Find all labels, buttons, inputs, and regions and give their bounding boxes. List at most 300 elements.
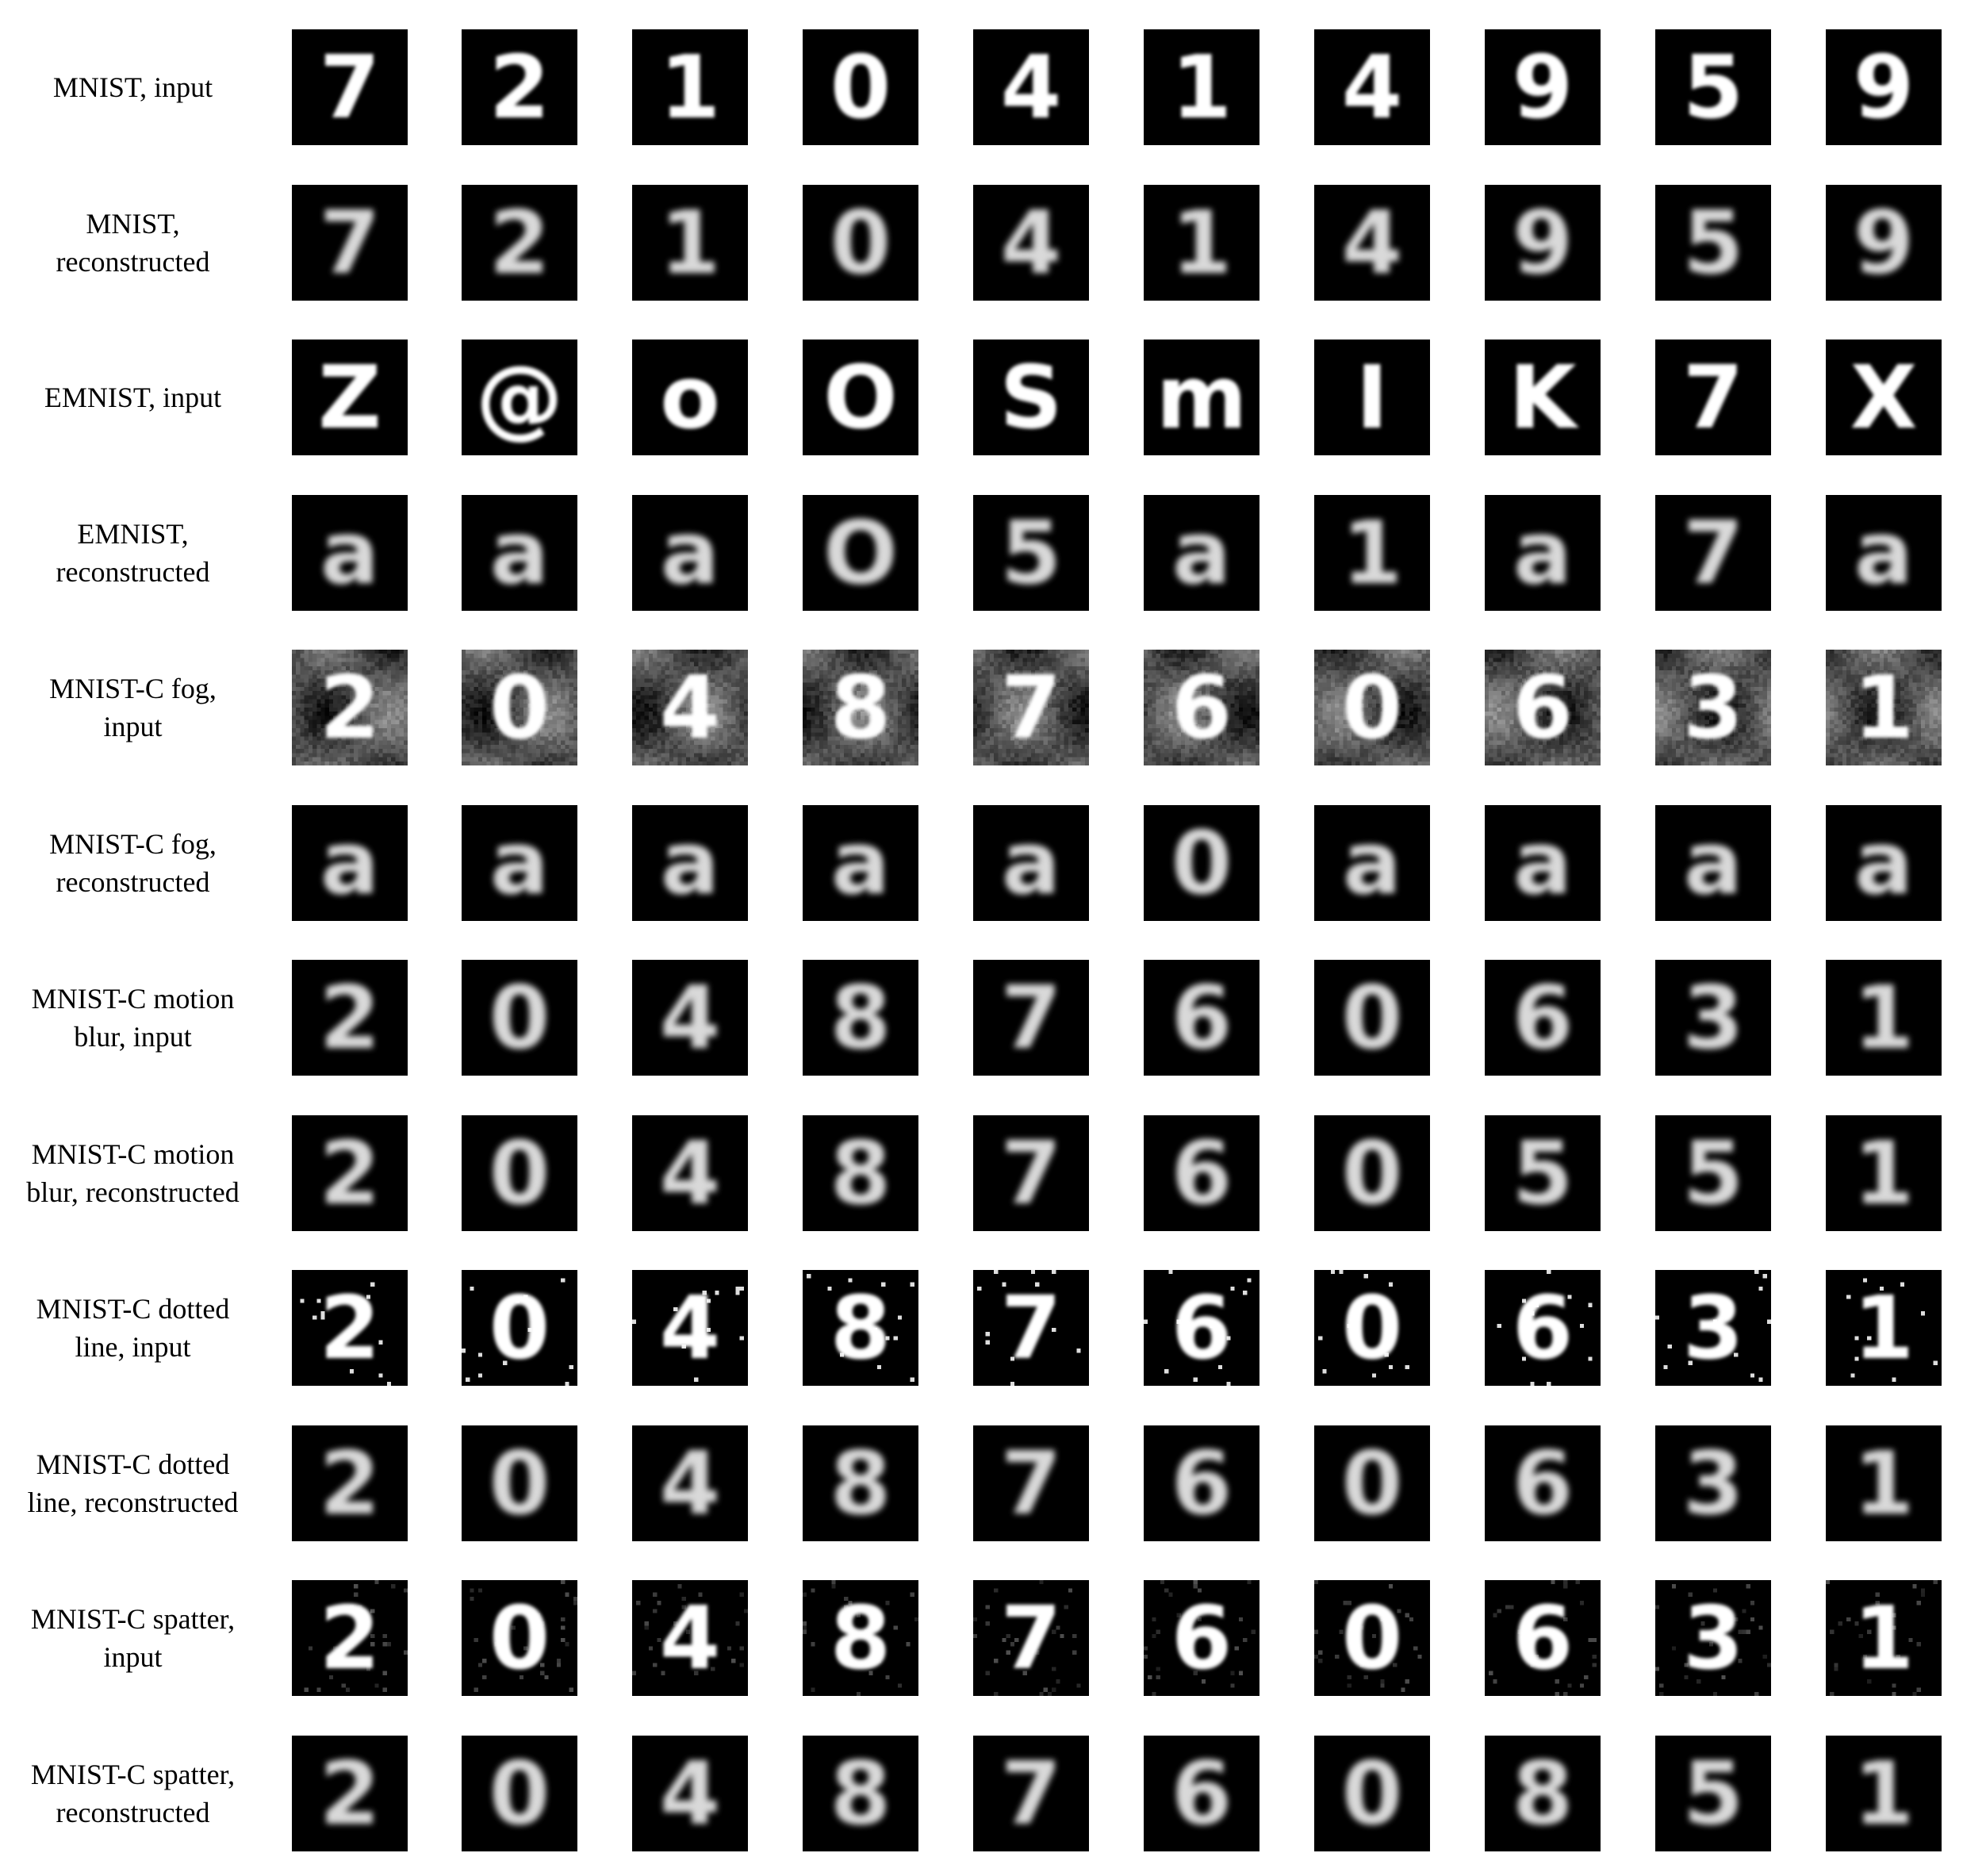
tile-background — [1826, 1115, 1942, 1231]
digit-glyph: 0 — [489, 1433, 550, 1534]
digit-glyph: 4 — [1000, 36, 1062, 138]
digit-glyph: 6 — [1171, 1433, 1233, 1534]
digit-image-tile — [1314, 1270, 1430, 1386]
tile-background — [462, 495, 577, 611]
digit-glyph: 3 — [1682, 1433, 1744, 1534]
digit-glyph: 7 — [1000, 1277, 1062, 1379]
digit-image-tile — [632, 340, 748, 455]
digit-image-tile — [462, 805, 577, 921]
digit-glyph: 0 — [489, 1277, 550, 1379]
digit-image-tile — [292, 495, 408, 611]
digit-glyph: 2 — [319, 967, 381, 1068]
row-label — [0, 669, 266, 746]
digit-image-tile — [1314, 29, 1430, 145]
digit-image-tile — [973, 1580, 1089, 1696]
digit-image-tile — [462, 1425, 577, 1541]
digit-glyph: a — [320, 502, 380, 604]
digit-image-tile — [1655, 1425, 1771, 1541]
digit-image-tile — [462, 1270, 577, 1386]
tile-background — [1655, 1425, 1771, 1541]
digit-image-tile — [292, 1580, 408, 1696]
row-label-line: MNIST-C motion — [31, 983, 235, 1015]
tile-background — [973, 340, 1089, 455]
digit-glyph: 0 — [1341, 967, 1403, 1068]
tile-background — [632, 495, 748, 611]
tile-background — [1314, 29, 1430, 145]
row-label — [0, 1290, 266, 1366]
digit-image-tile — [1144, 1270, 1259, 1386]
tile-background — [632, 650, 748, 765]
digit-image-tile — [632, 1425, 748, 1541]
row-label-line: MNIST-C fog, — [49, 673, 217, 704]
digit-glyph: 0 — [489, 657, 550, 758]
tile-background — [1144, 340, 1259, 455]
digit-image-tile — [462, 1736, 577, 1851]
digit-glyph: 0 — [830, 36, 891, 138]
digit-glyph: 7 — [319, 192, 381, 293]
tile-background — [973, 1270, 1089, 1386]
digit-image-tile — [292, 1270, 408, 1386]
tile-background — [973, 805, 1089, 921]
digit-glyph: 9 — [1512, 192, 1574, 293]
tile-background — [1485, 1580, 1601, 1696]
digit-glyph: 6 — [1512, 967, 1574, 1068]
digit-glyph: 0 — [1341, 1743, 1403, 1844]
tile-background — [632, 1270, 748, 1386]
digit-image-tile — [1826, 805, 1942, 921]
tile-background — [1314, 1580, 1430, 1696]
digit-glyph: 4 — [1341, 192, 1403, 293]
digit-image-tile — [1485, 1580, 1601, 1696]
digit-glyph: 4 — [659, 1433, 721, 1534]
digit-image-tile — [1826, 340, 1942, 455]
tile-background — [1485, 1270, 1601, 1386]
digit-image-tile — [1655, 1115, 1771, 1231]
digit-image-tile — [973, 340, 1089, 455]
tile-background — [1655, 805, 1771, 921]
digit-image-tile — [292, 805, 408, 921]
tile-background — [632, 1580, 748, 1696]
row-label-line: input — [103, 711, 163, 742]
digit-glyph: 7 — [1000, 1743, 1062, 1844]
digit-glyph: 6 — [1512, 1433, 1574, 1534]
tile-background — [462, 650, 577, 765]
digit-glyph: 6 — [1171, 1743, 1233, 1844]
digit-image-tile — [462, 650, 577, 765]
digit-glyph: 2 — [319, 1433, 381, 1534]
digit-glyph: 2 — [319, 1277, 381, 1379]
digit-image-tile — [632, 650, 748, 765]
digit-image-tile — [1826, 1736, 1942, 1851]
tile-background — [1144, 1115, 1259, 1231]
digit-glyph: 7 — [1000, 967, 1062, 1068]
tile-background — [462, 960, 577, 1076]
row-label-line: line, input — [75, 1331, 191, 1363]
digit-glyph: 6 — [1512, 1587, 1574, 1689]
tile-background — [1826, 1580, 1942, 1696]
digit-glyph: 5 — [1682, 192, 1744, 293]
digit-image-tile — [1314, 1736, 1430, 1851]
tile-background — [1144, 650, 1259, 765]
tile-background — [1655, 340, 1771, 455]
digit-glyph: 3 — [1682, 657, 1744, 758]
digit-glyph: Z — [318, 347, 381, 448]
tile-background — [1314, 805, 1430, 921]
digit-glyph: 7 — [1000, 1587, 1062, 1689]
digit-glyph: 1 — [1853, 657, 1915, 758]
digit-image-tile — [803, 960, 918, 1076]
digit-glyph: 2 — [489, 36, 550, 138]
digit-glyph: 2 — [319, 657, 381, 758]
digit-image-tile — [803, 495, 918, 611]
tile-background — [1826, 185, 1942, 301]
digit-image-tile — [632, 495, 748, 611]
digit-glyph: 2 — [319, 1743, 381, 1844]
digit-image-tile — [1485, 1736, 1601, 1851]
row-label-line: MNIST, — [86, 208, 180, 240]
digit-image-tile — [1655, 1736, 1771, 1851]
digit-glyph: 0 — [1341, 1587, 1403, 1689]
tile-background — [292, 960, 408, 1076]
tile-background — [1485, 1115, 1601, 1231]
digit-image-tile — [1826, 960, 1942, 1076]
digit-glyph: a — [1171, 502, 1232, 604]
digit-glyph: 6 — [1171, 657, 1233, 758]
digit-image-tile — [1144, 960, 1259, 1076]
digit-glyph: 8 — [830, 967, 891, 1068]
digit-glyph: 1 — [1853, 1277, 1915, 1379]
tile-background — [1144, 495, 1259, 611]
digit-image-tile — [632, 960, 748, 1076]
digit-glyph: 7 — [1000, 657, 1062, 758]
tile-background — [1826, 1270, 1942, 1386]
digit-image-tile — [1485, 185, 1601, 301]
tile-background — [973, 29, 1089, 145]
digit-glyph: 2 — [319, 1122, 381, 1224]
digit-glyph: 0 — [1341, 1122, 1403, 1224]
tile-background — [462, 340, 577, 455]
tile-background — [292, 495, 408, 611]
row-label-line: MNIST-C dotted — [36, 1448, 230, 1480]
row-label-line: line, reconstructed — [27, 1487, 239, 1518]
tile-background — [1655, 495, 1771, 611]
digit-image-tile — [462, 1580, 577, 1696]
tile-background — [1826, 1425, 1942, 1541]
row-label-line: reconstructed — [56, 866, 210, 898]
row-label — [0, 1445, 266, 1521]
tile-background — [803, 1115, 918, 1231]
digit-image-tile — [1314, 185, 1430, 301]
tile-background — [1144, 1270, 1259, 1386]
tile-background — [292, 650, 408, 765]
digit-glyph: 0 — [1341, 1433, 1403, 1534]
tile-background — [1655, 1736, 1771, 1851]
digit-glyph: 0 — [1341, 1277, 1403, 1379]
digit-image-tile — [1826, 1270, 1942, 1386]
digit-image-tile — [973, 185, 1089, 301]
digit-image-tile — [1655, 960, 1771, 1076]
tile-background — [462, 185, 577, 301]
tile-background — [973, 1580, 1089, 1696]
digit-image-tile — [1826, 29, 1942, 145]
digit-image-tile — [632, 185, 748, 301]
digit-image-tile — [632, 1580, 748, 1696]
tile-background — [1144, 960, 1259, 1076]
tile-background — [1655, 185, 1771, 301]
tile-background — [1655, 1580, 1771, 1696]
digit-image-tile — [1144, 495, 1259, 611]
digit-glyph: 1 — [659, 192, 721, 293]
tile-background — [1314, 1270, 1430, 1386]
tile-background — [1826, 340, 1942, 455]
digit-glyph: 7 — [1682, 347, 1744, 448]
digit-image-tile — [632, 1115, 748, 1231]
digit-image-tile — [1485, 1115, 1601, 1231]
tile-background — [292, 1270, 408, 1386]
digit-image-tile — [1485, 495, 1601, 611]
tile-background — [973, 1736, 1089, 1851]
digit-image-tile — [1826, 185, 1942, 301]
digit-image-tile — [1144, 1115, 1259, 1231]
tile-background — [632, 29, 748, 145]
digit-image-tile — [1314, 340, 1430, 455]
digit-image-tile — [1485, 805, 1601, 921]
digit-glyph: 8 — [830, 657, 891, 758]
digit-glyph: 0 — [1171, 812, 1233, 914]
digit-glyph: 2 — [319, 1587, 381, 1689]
digit-image-tile — [1144, 1425, 1259, 1541]
digit-image-tile — [1314, 495, 1430, 611]
digit-glyph: O — [823, 502, 898, 604]
digit-glyph: 1 — [1171, 192, 1233, 293]
digit-glyph: 0 — [489, 1122, 550, 1224]
row-label-line: reconstructed — [56, 1797, 210, 1828]
digit-image-tile — [632, 29, 748, 145]
digit-glyph: 4 — [659, 1587, 721, 1689]
row-label — [0, 205, 266, 281]
tile-background — [1655, 29, 1771, 145]
tile-background — [973, 495, 1089, 611]
digit-glyph: 9 — [1853, 36, 1915, 138]
tile-background — [1314, 650, 1430, 765]
digit-image-tile — [1485, 1270, 1601, 1386]
digit-image-tile — [462, 960, 577, 1076]
tile-background — [1485, 495, 1601, 611]
digit-glyph: a — [660, 812, 720, 914]
tile-background — [1314, 340, 1430, 455]
digit-glyph: 7 — [319, 36, 381, 138]
digit-image-tile — [973, 495, 1089, 611]
digit-glyph: 1 — [1171, 36, 1233, 138]
digit-image-tile — [462, 29, 577, 145]
digit-glyph: 5 — [1682, 36, 1744, 138]
digit-image-tile — [1144, 340, 1259, 455]
tile-background — [1485, 1425, 1601, 1541]
digit-image-tile — [803, 1115, 918, 1231]
digit-image-tile — [1144, 185, 1259, 301]
tile-background — [632, 1736, 748, 1851]
digit-glyph: a — [489, 502, 550, 604]
row-label-line: MNIST-C spatter, — [30, 1759, 236, 1790]
digit-image-tile — [803, 1425, 918, 1541]
tile-background — [973, 650, 1089, 765]
tile-background — [1144, 185, 1259, 301]
tile-background — [632, 805, 748, 921]
digit-glyph: 1 — [1853, 1433, 1915, 1534]
digit-glyph: 1 — [1853, 967, 1915, 1068]
digit-image-tile — [803, 340, 918, 455]
digit-glyph: 4 — [659, 967, 721, 1068]
tile-background — [1485, 185, 1601, 301]
digit-image-tile — [1485, 1425, 1601, 1541]
digit-image-tile — [1655, 29, 1771, 145]
tile-background — [803, 340, 918, 455]
digit-glyph: 4 — [659, 1277, 721, 1379]
digit-glyph: 5 — [1682, 1743, 1744, 1844]
row-label-line: EMNIST, input — [44, 382, 222, 413]
digit-glyph: 0 — [830, 192, 891, 293]
digit-image-tile — [462, 495, 577, 611]
digit-glyph: 6 — [1512, 657, 1574, 758]
row-label-line: input — [103, 1641, 163, 1673]
row-label-line: blur, reconstructed — [26, 1176, 240, 1208]
tile-background — [973, 960, 1089, 1076]
digit-glyph: 6 — [1171, 1277, 1233, 1379]
row-label — [0, 68, 266, 106]
tile-background — [462, 805, 577, 921]
tile-background — [803, 1270, 918, 1386]
digit-glyph: 1 — [1853, 1587, 1915, 1689]
digit-glyph: 6 — [1171, 1122, 1233, 1224]
digit-image-tile — [973, 650, 1089, 765]
digit-image-tile — [1826, 1115, 1942, 1231]
digit-glyph: a — [1001, 812, 1061, 914]
tile-background — [803, 29, 918, 145]
tile-background — [1144, 1425, 1259, 1541]
digit-image-tile — [1144, 29, 1259, 145]
digit-glyph: a — [1513, 812, 1573, 914]
digit-image-tile — [1314, 1115, 1430, 1231]
tile-background — [632, 1425, 748, 1541]
tile-background — [803, 185, 918, 301]
digit-glyph: 4 — [1341, 36, 1403, 138]
tile-background — [1826, 495, 1942, 611]
tile-background — [1314, 495, 1430, 611]
tile-background — [1826, 805, 1942, 921]
digit-image-tile — [1655, 340, 1771, 455]
tile-background — [803, 1425, 918, 1541]
digit-glyph: 1 — [659, 36, 721, 138]
digit-glyph: 5 — [1682, 1122, 1744, 1224]
digit-glyph: a — [489, 812, 550, 914]
row-label — [0, 825, 266, 901]
digit-glyph: 3 — [1682, 967, 1744, 1068]
digit-glyph: o — [660, 347, 720, 448]
digit-image-tile — [632, 805, 748, 921]
digit-glyph: a — [1342, 812, 1402, 914]
digit-glyph: 6 — [1171, 1587, 1233, 1689]
tile-background — [462, 1736, 577, 1851]
digit-glyph: 0 — [1341, 657, 1403, 758]
digit-image-tile — [1314, 960, 1430, 1076]
digit-glyph: 9 — [1853, 192, 1915, 293]
digit-image-tile — [1144, 1736, 1259, 1851]
digit-image-tile — [1826, 495, 1942, 611]
digit-image-tile — [1655, 495, 1771, 611]
digit-glyph: K — [1509, 347, 1577, 448]
digit-image-tile — [1314, 1580, 1430, 1696]
digit-image-tile — [1655, 185, 1771, 301]
digit-image-tile — [973, 1425, 1089, 1541]
digit-glyph: 6 — [1512, 1277, 1574, 1379]
digit-image-tile — [1314, 1425, 1430, 1541]
tile-background — [1314, 185, 1430, 301]
row-label-line: MNIST-C fog, — [49, 828, 217, 860]
tile-background — [1314, 1736, 1430, 1851]
digit-image-tile — [462, 1115, 577, 1231]
digit-image-tile — [1314, 805, 1430, 921]
digit-glyph: 8 — [1512, 1743, 1574, 1844]
digit-image-tile — [292, 29, 408, 145]
tile-background — [803, 650, 918, 765]
tile-background — [462, 1580, 577, 1696]
tile-background — [1485, 1736, 1601, 1851]
digit-glyph: 0 — [489, 1743, 550, 1844]
digit-image-tile — [632, 1736, 748, 1851]
tile-background — [1144, 1736, 1259, 1851]
digit-glyph: 1 — [1853, 1122, 1915, 1224]
tile-background — [632, 1115, 748, 1231]
digit-image-tile — [803, 650, 918, 765]
digit-glyph: 3 — [1682, 1587, 1744, 1689]
digit-image-tile — [803, 29, 918, 145]
tile-background — [803, 960, 918, 1076]
digit-image-tile — [292, 650, 408, 765]
row-label — [0, 1600, 266, 1676]
tile-background — [292, 805, 408, 921]
digit-image-tile — [462, 185, 577, 301]
digit-image-tile — [803, 185, 918, 301]
tile-background — [1144, 1580, 1259, 1696]
digit-image-tile — [973, 1115, 1089, 1231]
row-label-line: MNIST-C dotted — [36, 1293, 230, 1325]
digit-image-tile — [803, 1270, 918, 1386]
digit-image-tile — [1826, 1580, 1942, 1696]
tile-background — [1485, 960, 1601, 1076]
digit-image-tile — [1144, 1580, 1259, 1696]
tile-background — [292, 1115, 408, 1231]
tile-background — [1655, 1270, 1771, 1386]
digit-glyph: 2 — [489, 192, 550, 293]
tile-background — [632, 960, 748, 1076]
digit-image-tile — [1826, 1425, 1942, 1541]
tile-background — [1485, 29, 1601, 145]
tile-background — [1485, 805, 1601, 921]
digit-glyph: 1 — [1853, 1743, 1915, 1844]
tile-background — [462, 29, 577, 145]
tile-background — [1655, 1115, 1771, 1231]
digit-glyph: a — [830, 812, 891, 914]
digit-glyph: X — [1850, 347, 1918, 448]
tile-background — [1826, 29, 1942, 145]
digit-glyph: m — [1156, 347, 1248, 448]
tile-background — [1826, 650, 1942, 765]
digit-glyph: 6 — [1171, 967, 1233, 1068]
tile-background — [803, 805, 918, 921]
row-label-line: MNIST-C spatter, — [30, 1603, 236, 1635]
digit-glyph: 5 — [1512, 1122, 1574, 1224]
tile-background — [803, 1580, 918, 1696]
